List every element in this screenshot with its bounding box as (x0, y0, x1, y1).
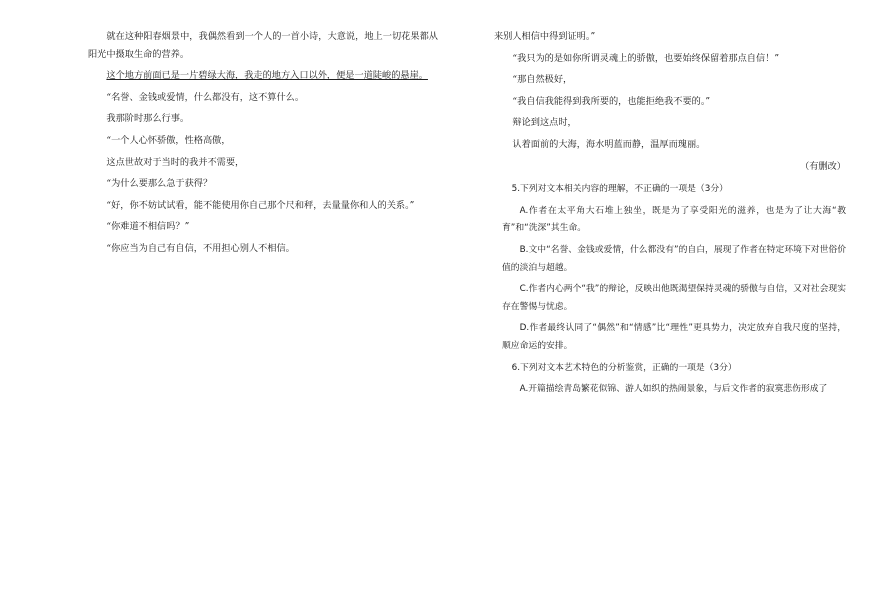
right-column (494, 28, 846, 403)
passage-continued-line: 来别人相信中得到证明。” (494, 31, 596, 42)
question-5-option-a: A.作者在太平角大石堆上独坐，既是为了享受阳光的滋养，也是为了让大海“教育”和“洗深”其生命。 (502, 205, 847, 234)
question-5-option-b: B.文中“名誉、金钱或爱情，什么都没有”的自白，展现了作者在特定环境下对世俗价值的淡泊与超越。 (502, 244, 846, 273)
question-6-stem: 6.下列对文本艺术特色的分析鉴赏，正确的一项是（3分） (511, 362, 737, 373)
passage-paragraph-9: “你难道不相信吗？” (106, 221, 190, 233)
passage-paragraph-r2: “那自然极好， (512, 74, 573, 86)
left-column (88, 28, 438, 262)
passage-paragraph-r1: “我只为的是如你所谓灵魂上的骄傲，也要始终保留着那点自信！” (512, 52, 780, 64)
passage-paragraph-2-underlined: 这个地方前面已是一片碧绿大海，我走的地方入口以外，便是一道陡峻的悬崖。 (106, 70, 428, 82)
passage-paragraph-7: “为什么要那么急于获得？ (106, 178, 213, 190)
passage-paragraph-r4: 辩论到这点时， (512, 117, 577, 129)
source-note: （有删改） (800, 160, 846, 172)
passage-paragraph-5: “一个人心怀骄傲，性格高傲， (106, 134, 231, 146)
passage-paragraph-r5: 认着面前的大海，海水明蓝而静，温厚而瑰丽。 (512, 138, 706, 150)
question-5-stem: 5.下列对文本相关内容的理解，不正确的一项是（3分） (511, 184, 728, 195)
passage-paragraph-10: “你应当为自己有自信，不用担心别人不相信。 (106, 242, 295, 254)
passage-paragraph-3: “名誉、金钱或爱情，什么都没有，这不算什么。 (106, 91, 305, 103)
question-5-option-c: C.作者内心两个“我”的辩论，反映出他既渴望保持灵魂的骄傲与自信，又对社会现实存在警惕与忧虑。 (502, 284, 846, 312)
passage-paragraph-6: 这点世故对于当时的我并不需要， (106, 156, 245, 168)
question-5-option-d: D.作者最终认同了“偶然”和“情感”比“理性”更具势力，决定放弃自我尺度的坚持，顺应命运的安排。 (502, 323, 846, 351)
question-6-option-a: A.开篇描绘青岛繁花似锦、游人如织的热闹景象，与后文作者的寂寞悲伤形成了 (519, 384, 828, 395)
passage-paragraph-1: 就在这种阳春烟景中，我偶然看到一个人的一首小诗，大意说，地上一切花果都从阳光中摄取生命的营养。 (88, 31, 438, 60)
passage-paragraph-8: “好，你不妨试试看，能不能使用你自己那个尺和秤，去量量你和人的关系。” (106, 199, 415, 211)
passage-paragraph-4: 我那阶时那么行事。 (106, 113, 190, 125)
passage-paragraph-r3: “我自信我能得到我所要的，也能拒绝我不要的。” (512, 95, 711, 107)
